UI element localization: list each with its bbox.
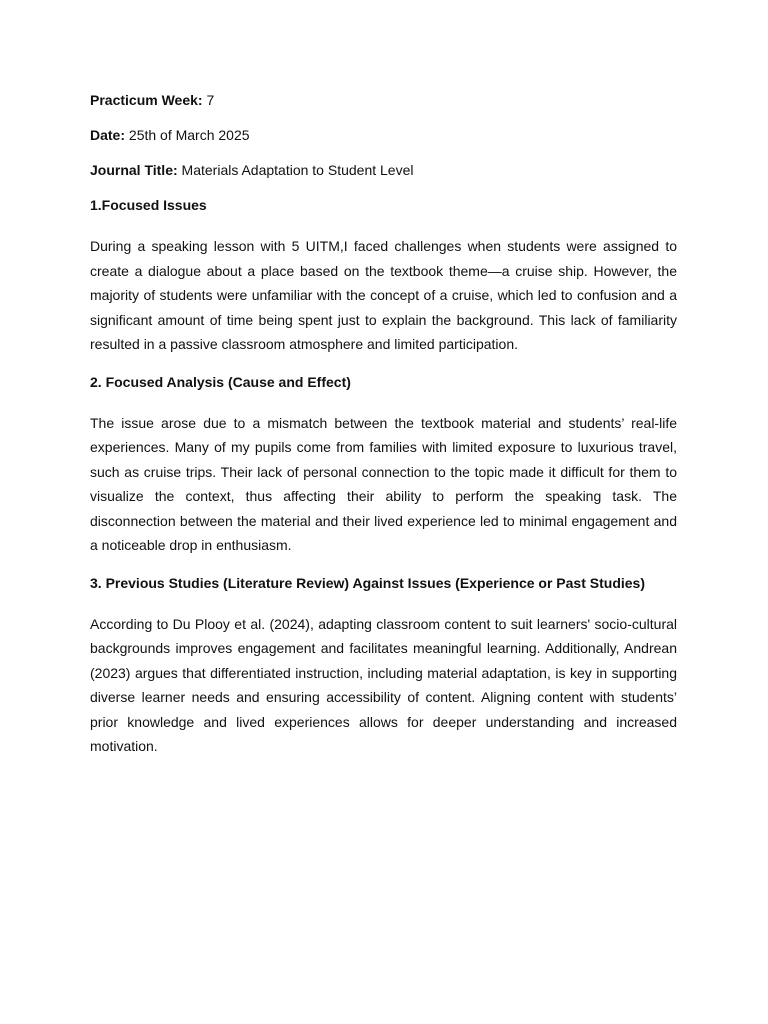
practicum-week-line	[90, 90, 677, 110]
journal-title-value: Materials Adaptation to Student Level	[181, 162, 414, 178]
journal-title-label: Journal Title:	[90, 162, 178, 178]
section-body-focused-analysis: The issue arose due to a mismatch between the textbook material and students’ real-life experiences. Many of my pupils come from families with limited exposure to luxurious travel, such as cruise trips. Their lack of personal connection to the topic made it difficult for them to visualize the context, thus affecting their ability to perform the speaking task. The disconnection between the material and their lived experience led to minimal engagement and a noticeable drop in enthusiasm.	[90, 414, 677, 553]
section-heading-focused-analysis: 2. Focused Analysis (Cause and Effect)	[90, 373, 351, 390]
section-heading-previous-studies: 3. Previous Studies (Literature Review) Against Issues (Experience or Past Studies)	[90, 574, 645, 591]
journal-page	[90, 90, 677, 774]
journal-title-line	[90, 160, 677, 180]
section-body-focused-issues: During a speaking lesson with 5 UITM,I faced challenges when students were assigned to create a dialogue about a place based on the textbook theme—a cruise ship. However, the majority of students were unfamiliar with the concept of a cruise, which led to confusion and a significant amount of time being spent just to explain the background. This lack of familiarity resulted in a passive classroom atmosphere and limited participation.	[90, 238, 677, 352]
section-body-previous-studies: According to Du Plooy et al. (2024), adapting classroom content to suit learners' socio-cultural backgrounds improves engagement and facilitates meaningful learning. Additionally, Andrean (2023) argues that differentiated instruction, including material adaptation, is key in supporting diverse learner needs and ensuring accessibility of content. Aligning content with students’ prior knowledge and lived experiences allows for deeper understanding and increased motivation.	[90, 615, 677, 754]
section-heading-focused-issues: 1.Focused Issues	[90, 197, 207, 213]
date-value: 25th of March 2025	[128, 127, 250, 143]
practicum-week-value: 7	[206, 92, 215, 108]
practicum-week-label: Practicum Week:	[90, 92, 203, 108]
date-label: Date:	[90, 127, 126, 143]
date-line	[90, 125, 677, 145]
